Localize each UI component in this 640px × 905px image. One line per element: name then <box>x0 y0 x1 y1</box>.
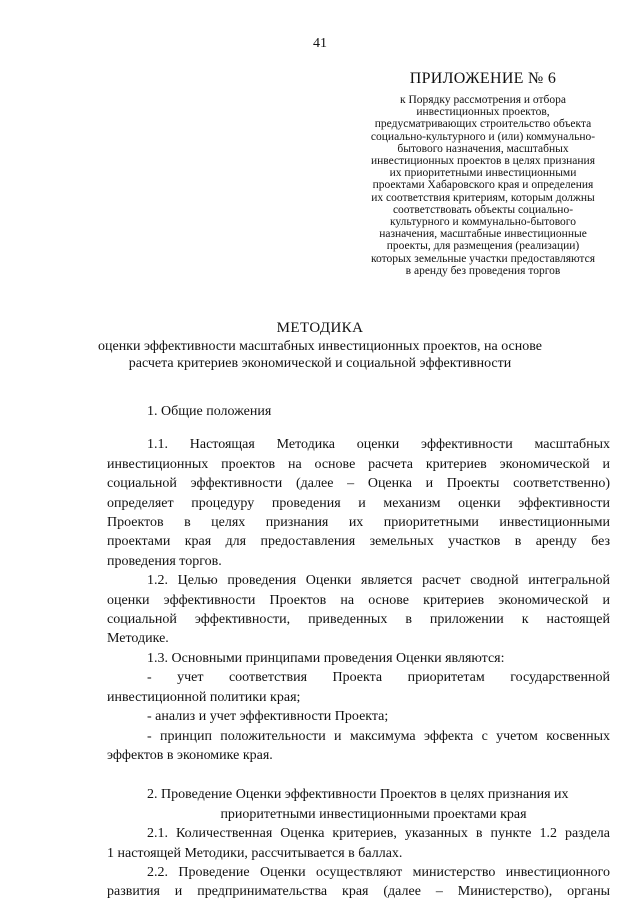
appendix-line: проекты, для размещения (реализации) <box>386 240 580 253</box>
appendix-line: проектами Хабаровского края и определения <box>372 179 594 192</box>
appendix-line: назначения, масштабные инвестиционные <box>379 228 587 241</box>
heading-line: приоритетными инвестиционными проектами края <box>220 806 527 822</box>
section-2-heading <box>107 785 610 824</box>
appendix-block <box>340 70 626 277</box>
text-line: 2.1. Количественная Оценка критериев, указанных в пункте 1.2 раздела <box>147 826 610 842</box>
text-line: развития и предпринимательства края (далее – Министерство), органы <box>107 884 610 900</box>
text-line: 1.1. Настоящая Методика оценки эффективности масштабных <box>147 437 610 453</box>
appendix-line: бытового назначения, масштабных <box>397 142 569 155</box>
appendix-line: соответствовать объекты социально- <box>392 203 574 216</box>
text-line: - принцип положительности и максимума эффекта с учетом косвенных <box>147 728 610 744</box>
paragraph-1-2 <box>107 571 610 649</box>
page-number: 41 <box>313 36 327 51</box>
appendix-line: их соответствия критериям, которым должны <box>371 191 595 204</box>
text-line: 1.2. Целью проведения Оценки является расчет сводной интегральной <box>147 573 610 589</box>
appendix-line: инвестиционных проектов в целях признания <box>370 155 595 168</box>
appendix-line: социально-культурного и (или) коммунально- <box>370 130 596 143</box>
text-line: инвестиционных проектов на основе расчета критериев экономической и <box>107 456 610 472</box>
text-line: проведения торгов. <box>107 553 222 569</box>
appendix-description <box>340 94 626 277</box>
text-line: - учет соответствия Проекта приоритетам государственной <box>147 670 610 686</box>
text-line: проектами края для предоставления земельных участков в аренду без <box>107 534 610 550</box>
paragraph-1-3 <box>107 649 610 765</box>
text-line: 2.2. Проведение Оценки осуществляют министерство инвестиционного <box>147 864 610 880</box>
text-line: 1.3. Основными принципами проведения Оценки являются: <box>147 650 505 666</box>
appendix-line: к Порядку рассмотрения и отбора <box>400 94 566 106</box>
appendix-line: предусматривающих строительство объекта <box>374 118 592 131</box>
paragraph-2-2 <box>107 863 610 902</box>
document-title: МЕТОДИКА <box>276 320 364 336</box>
subtitle-line: оценки эффективности масштабных инвестиционных проектов, на основе <box>97 339 542 354</box>
appendix-line: культурного и коммунально-бытового <box>390 216 576 229</box>
paragraph-1-1 <box>107 435 610 571</box>
text-line: Методике. <box>107 631 169 647</box>
text-line: определяет процедуру проведения и механизм оценки эффективности <box>107 495 610 511</box>
text-line: социальной эффективности (далее – Оценка и Проекты соответственно) <box>107 476 610 492</box>
appendix-line: которых земельные участки предоставляются <box>370 252 595 265</box>
text-line: эффектов в экономике края. <box>107 747 273 763</box>
subtitle-line: расчета критериев экономической и социальной эффективности <box>128 356 512 371</box>
document-subtitle <box>60 338 580 372</box>
text-line: инвестиционной политики края; <box>107 689 301 705</box>
appendix-line: их приоритетными инвестиционными <box>389 167 577 180</box>
text-line: 1 настоящей Методики, рассчитывается в баллах. <box>107 845 403 861</box>
text-line: социальной эффективности, приведенных в приложении к настоящей <box>107 612 610 628</box>
text-line: Проектов в целях признания их приоритетными инвестиционными <box>107 515 610 531</box>
appendix-line: инвестиционных проектов, <box>416 106 550 119</box>
appendix-title: ПРИЛОЖЕНИЕ № 6 <box>409 70 557 87</box>
appendix-line: в аренду без проведения торгов <box>405 264 561 277</box>
text-line: оценки эффективности Проектов на основе критериев экономической и <box>107 592 610 608</box>
paragraph-2-1 <box>107 824 610 863</box>
text-line: - анализ и учет эффективности Проекта; <box>147 709 389 725</box>
document-body <box>107 402 610 902</box>
section-1-heading: 1. Общие положения <box>147 404 272 419</box>
heading-line: 2. Проведение Оценки эффективности Проектов в целях признания их <box>147 787 569 803</box>
